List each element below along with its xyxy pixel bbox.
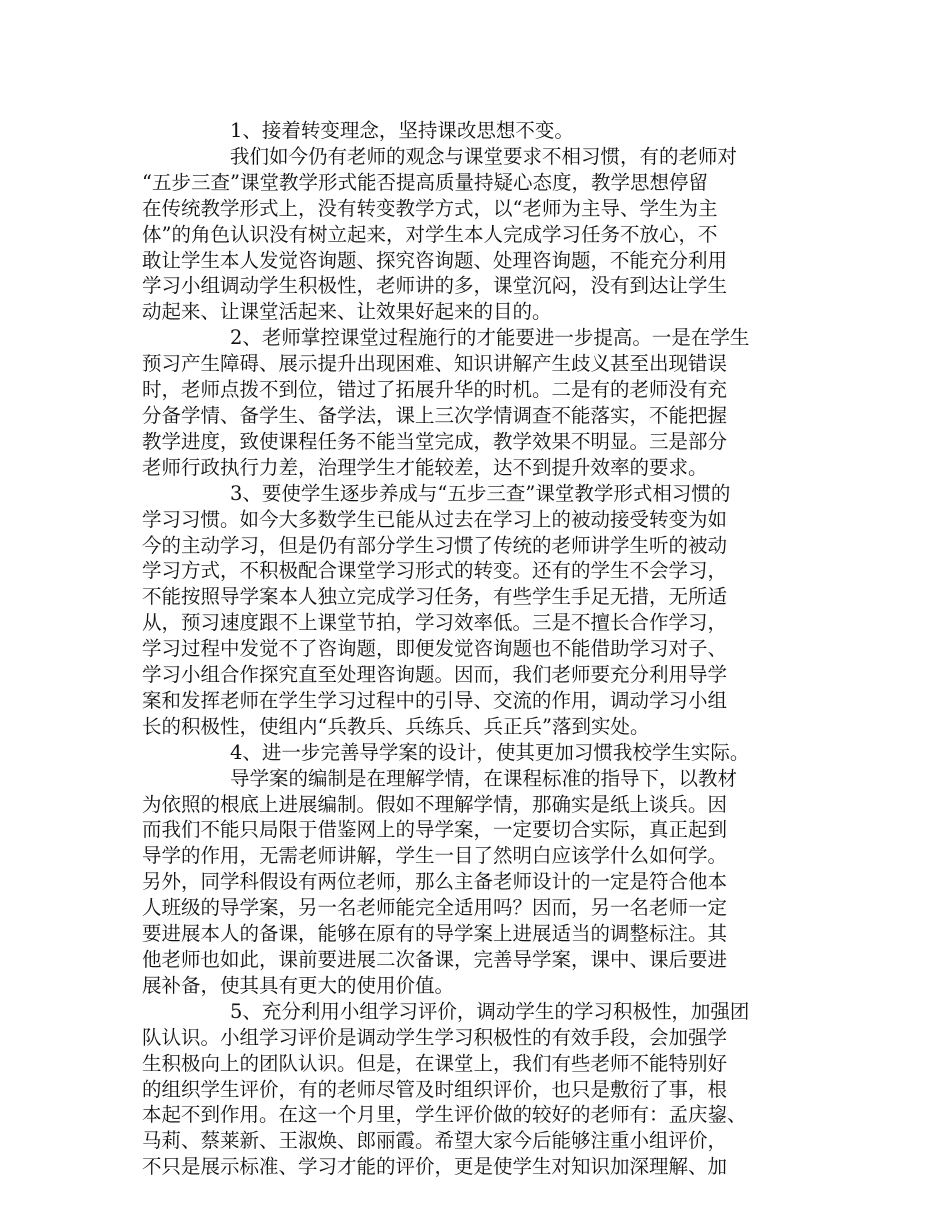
- paragraph-p6: [142, 766, 810, 999]
- text-line: 1、接着转变理念，坚持课改思想不变。: [230, 119, 574, 142]
- text-line: 马莉、蔡莱新、王淑焕、郎丽霞。希望大家今后能够注重小组评价，: [142, 1129, 728, 1153]
- paragraph-p2: [142, 144, 810, 325]
- text-line: 不只是展示标准、学习才能的评价，更是使学生对知识加深理解、加: [142, 1155, 728, 1179]
- text-line: 5、充分利用小组学习评价，调动学生的学习积极性，加强团: [230, 999, 750, 1023]
- text-line: 学习小组调动学生积极性，老师讲的多，课堂沉闷，没有到达让学生: [142, 274, 728, 298]
- paragraph-p1: [142, 118, 810, 144]
- text-line: 本起不到作用。在这一个月里，学生评价做的较好的老师有：孟庆鋆、: [142, 1103, 747, 1127]
- text-line: 4、进一步完善导学案的设计，使其更加习惯我校学生实际。: [230, 740, 750, 764]
- text-line: 敢让学生本人发觉咨询题、探究咨询题、处理咨询题，不能充分利用: [142, 248, 728, 272]
- text-line: 动起来、让课堂活起来、让效果好起来的目的。: [142, 300, 552, 324]
- text-line: 人班级的导学案，另一名老师能完全适用吗？因而，另一名老师一定: [142, 896, 728, 920]
- text-line: 预习产生障碍、展示提升出现困难、知识讲解产生歧义甚至出现错误: [142, 352, 728, 376]
- text-line: 的组织学生评价，有的老师尽管及时组织评价，也只是敷衍了事，根: [142, 1077, 728, 1101]
- text-line: 体”的角色认识没有树立起来，对学生本人完成学习任务不放心，不: [142, 222, 718, 246]
- text-line: 为依照的根底上进展编制。假如不理解学情，那确实是纸上谈兵。因: [142, 792, 728, 816]
- text-line: 生积极向上的团队认识。但是，在课堂上，我们有些老师不能特别好: [142, 1051, 728, 1075]
- text-line: 我们如今仍有老师的观念与课堂要求不相习惯，有的老师对: [230, 144, 738, 168]
- text-line: 今的主动学习，但是仍有部分学生习惯了传统的老师讲学生听的被动: [142, 533, 728, 557]
- document-body: [142, 118, 810, 1180]
- text-line: 时，老师点拨不到位，错过了拓展升华的时机。二是有的老师没有充: [142, 378, 728, 402]
- paragraph-p3: [142, 325, 810, 480]
- text-line: 导学案的编制是在理解学情，在课程标准的指导下，以教材: [230, 766, 738, 790]
- text-line: 学习习惯。如今大多数学生已能从过去在学习上的被动接受转变为如: [142, 507, 728, 531]
- text-line: 2、老师掌控课堂过程施行的才能要进一步提高。一是在学生: [230, 326, 750, 350]
- text-line: 他老师也如此，课前要进展二次备课，完善导学案，课中、课后要进: [142, 948, 728, 971]
- text-line: 学习过程中发觉不了咨询题，即便发觉咨询题也不能借助学习对子、: [142, 637, 728, 661]
- text-line: 展补备，使其具有更大的使用价值。: [142, 973, 455, 997]
- text-line: 要进展本人的备课，能够在原有的导学案上进展适当的调整标注。其: [142, 922, 728, 946]
- text-line: 分备学情、备学生、备学法，课上三次学情调查不能落实，不能把握: [142, 403, 728, 427]
- text-line: 队认识。小组学习评价是调动学生学习积极性的有效手段，会加强学: [142, 1025, 728, 1049]
- text-line: 长的积极性，使组内“兵教兵、兵练兵、兵正兵”落到实处。: [142, 714, 650, 738]
- text-line: 老师行政执行力差，治理学生才能较差，达不到提升效率的要求。: [142, 455, 708, 479]
- text-line: “五步三查”课堂教学形式能否提高质量持疑心态度，教学思想停留: [142, 170, 708, 194]
- text-line: 3、要使学生逐步养成与“五步三查”课堂教学形式相习惯的: [230, 481, 731, 505]
- paragraph-p4: [142, 481, 810, 740]
- text-line: 学习小组合作探究直至处理咨询题。因而，我们老师要充分利用导学: [142, 663, 728, 687]
- text-line: 学习方式，不积极配合课堂学习形式的转变。还有的学生不会学习，: [142, 559, 728, 583]
- text-line: 另外，同学科假设有两位老师，那么主备老师设计的一定是符合他本: [142, 870, 728, 894]
- text-line: 不能按照导学案本人独立完成学习任务，有些学生手足无措，无所适: [142, 585, 728, 609]
- paragraph-p5: [142, 740, 810, 766]
- text-line: 案和发挥老师在学生学习过程中的引导、交流的作用，调动学习小组: [142, 688, 728, 712]
- text-line: 教学进度，致使课程任务不能当堂完成，教学效果不明显。三是部分: [142, 429, 728, 453]
- text-line: 在传统教学形式上，没有转变教学方式，以“老师为主导、学生为主: [142, 196, 718, 220]
- text-line: 从，预习速度跟不上课堂节拍，学习效率低。三是不擅长合作学习，: [142, 611, 728, 635]
- text-line: 而我们不能只局限于借鉴网上的导学案，一定要切合实际，真正起到: [142, 818, 728, 842]
- text-line: 导学的作用，无需老师讲解，学生一目了然明白应该学什么如何学。: [142, 844, 728, 868]
- paragraph-p7: [142, 999, 810, 1180]
